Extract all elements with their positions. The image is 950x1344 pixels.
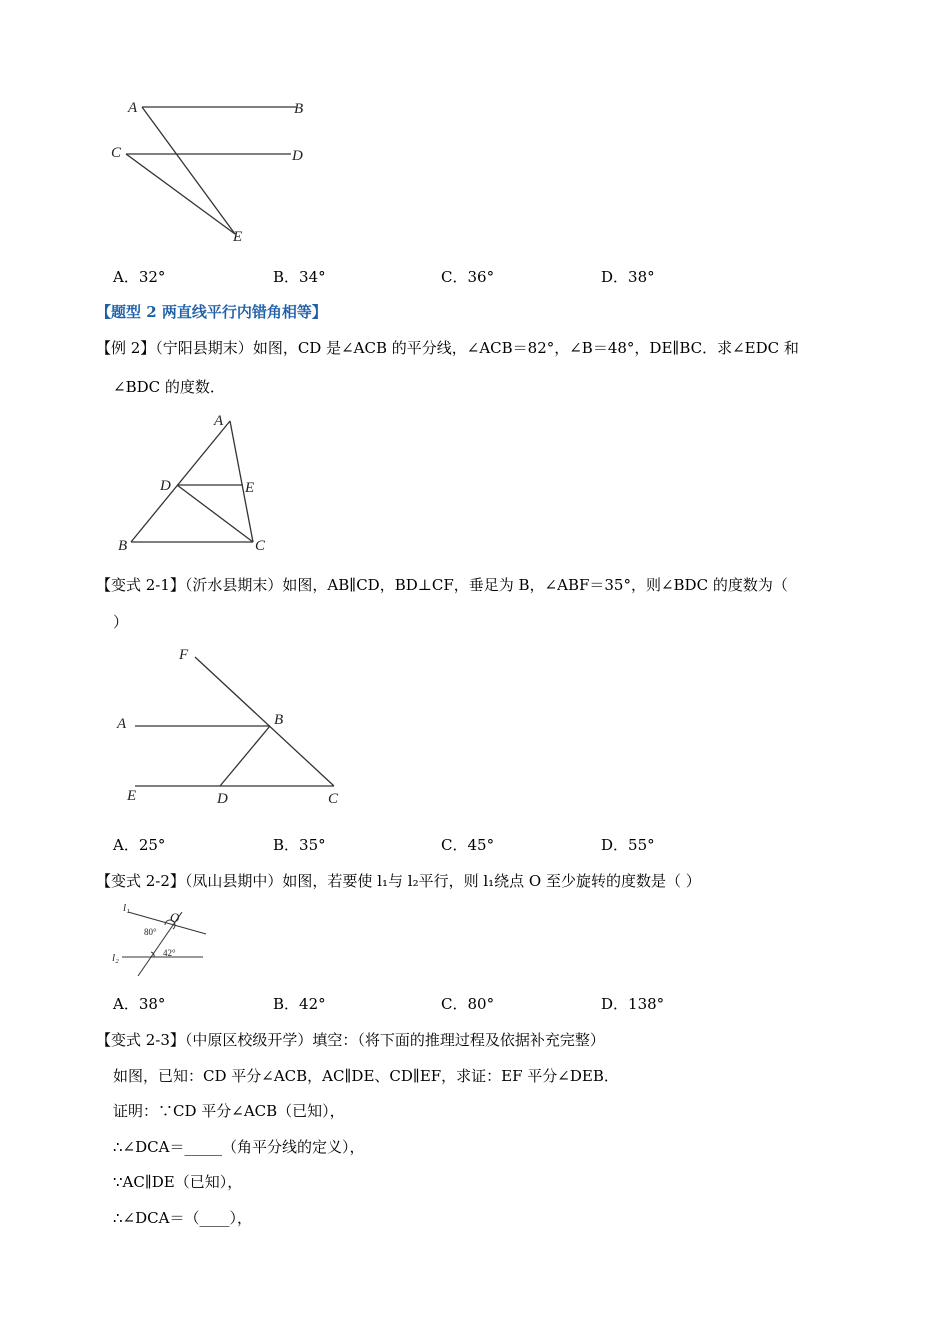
label-A: A [214, 413, 224, 429]
example-2-text-cont: ∠BDC 的度数． [113, 378, 225, 396]
label-C: C [328, 791, 339, 807]
option-d: D．138° [601, 995, 665, 1013]
proof-step-1: 证明：∵CD 平分∠ACB（已知）， [113, 1102, 345, 1120]
variant-2-1-text: 【变式 2-1】（沂水县期末）如图，AB∥CD，BD⊥CF，垂足为 B，∠ABF＝35°，则∠BDC 的度数为（ [96, 576, 788, 594]
option-d: D．38° [601, 268, 655, 286]
proof-step-4: ∴∠DCA＝（____）， [113, 1209, 252, 1227]
label-D: D [217, 791, 228, 807]
label-F: F [179, 647, 189, 663]
figure-parallel-lines-ab-cd [100, 90, 330, 250]
label-B: B [274, 712, 284, 728]
option-b: B．42° [273, 995, 326, 1013]
option-b: B．34° [273, 268, 326, 286]
section-heading: 【题型 2 两直线平行内错角相等】 [96, 303, 327, 321]
label-E: E [233, 229, 243, 245]
figure-rotating-lines [108, 898, 213, 978]
label-A: A [128, 100, 138, 116]
option-a: A．38° [113, 995, 166, 1013]
label-l2: l₂ [112, 952, 119, 964]
label-C: C [255, 538, 266, 554]
label-B: B [294, 101, 304, 117]
label-A: A [117, 716, 127, 732]
option-b: B．35° [273, 836, 326, 854]
proof-step-3: ∵AC∥DE（已知）， [113, 1173, 243, 1191]
option-c: C．36° [441, 268, 495, 286]
label-80-degree: 80° [144, 927, 157, 937]
figure-ab-parallel-cd [110, 640, 350, 810]
proof-step-2: ∴∠DCA＝_____（角平分线的定义）， [113, 1138, 365, 1156]
label-D: D [292, 148, 303, 164]
option-c: C．80° [441, 995, 495, 1013]
variant-2-1-text-cont: ） [113, 613, 129, 631]
label-42-degree: 42° [163, 948, 176, 958]
label-E: E [127, 788, 137, 804]
option-d: D．55° [601, 836, 655, 854]
example-2-text: 【例 2】（宁阳县期末）如图，CD 是∠ACB 的平分线，∠ACB＝82°，∠B＝48°，DE∥BC．求∠EDC 和 [96, 339, 799, 357]
variant-2-2-text: 【变式 2-2】（凤山县期中）如图，若要使 l₁与 l₂平行，则 l₁绕点 O 至少旋转的度数是（ ） [96, 872, 701, 890]
label-C: C [111, 145, 122, 161]
label-O: O [170, 910, 180, 925]
option-a: A．25° [113, 836, 166, 854]
label-B: B [118, 538, 128, 554]
figure-triangle-abc [110, 405, 280, 560]
option-a: A．32° [113, 268, 166, 286]
variant-2-3-text: 【变式 2-3】（中原区校级开学）填空：（将下面的推理过程及依据补充完整） [96, 1031, 605, 1049]
label-E: E [245, 480, 255, 496]
variant-2-3-given: 如图，已知：CD 平分∠ACB，AC∥DE、CD∥EF，求证：EF 平分∠DEB． [113, 1067, 619, 1085]
option-c: C．45° [441, 836, 495, 854]
label-l1: l₁ [123, 902, 130, 914]
label-D: D [160, 478, 171, 494]
